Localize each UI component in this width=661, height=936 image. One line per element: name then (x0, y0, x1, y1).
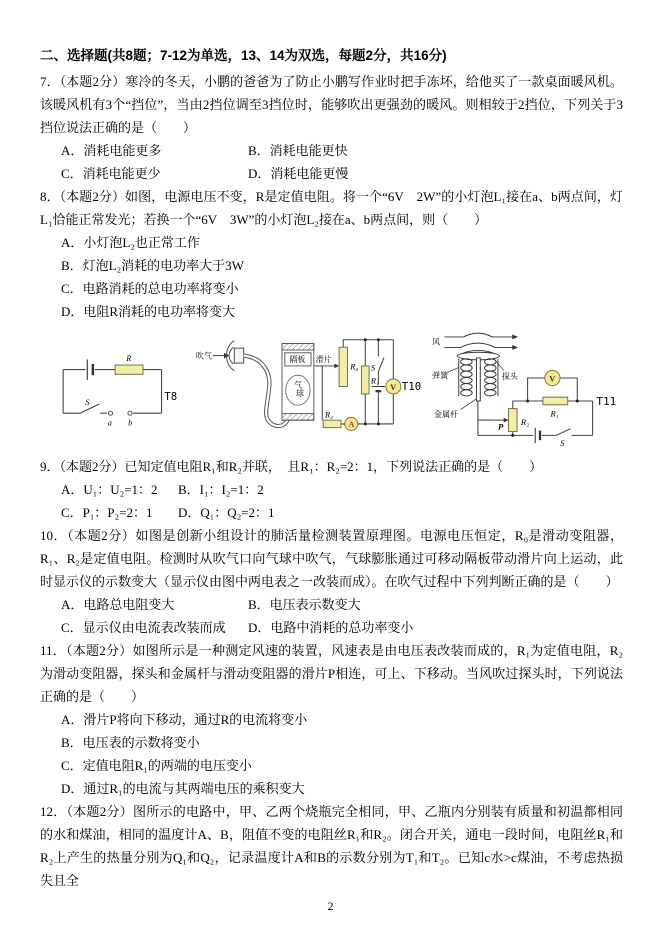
question-stem: 11．（本题2分）如图所示是一种测定风速的装置，风速表是由电压表改装而成的，R₁为定值电阻，R₂为滑动变阻器，探头和金属杆与滑动变阻器的滑片P相连，可上、下移动。当风吹过探头时，下列说法正确的是（ ） (40, 643, 623, 704)
question-12 (40, 800, 623, 892)
page-number: 2 (327, 899, 334, 913)
voltmeter-letter: V (548, 373, 556, 384)
label-p: P (497, 421, 504, 432)
question-11 (40, 639, 623, 800)
figure-row (52, 327, 623, 453)
option-d: D．Q₁：Q₂=2：1 (178, 505, 275, 520)
question-9 (40, 455, 623, 524)
figure-t11-circuit (432, 327, 623, 452)
label-s: S (559, 437, 565, 448)
option-d: D．消耗电能更慢 (248, 166, 349, 181)
figure-tag-t8: T8 (164, 390, 178, 404)
question-8 (40, 185, 623, 323)
terminal-a (108, 411, 112, 415)
question-10 (40, 524, 623, 639)
ammeter-letter: A (348, 419, 355, 430)
label-s: S (85, 397, 90, 407)
option-d: D．电阻R消耗的电功率将变大 (61, 304, 236, 319)
balloon-text-1: 气 (293, 380, 302, 390)
question-stem: 9．（本题2分）已知定值电阻R₁和R₂并联， 且R₁：R₂=2：1，下列说法正确的是（ ） (40, 459, 543, 474)
figure-t10-circuit (195, 329, 424, 444)
pointer-lines (447, 358, 503, 410)
label-r1: R₁ (550, 408, 559, 419)
label-spring: 弹簧 (431, 371, 449, 381)
switch-icon (556, 429, 570, 436)
option-a: A．滑片P将向下移动，通过R的电流将变小 (61, 712, 308, 727)
option-a: A．消耗电能更多 (61, 143, 162, 158)
option-c: C．定值电阻R₁的两端的电压变小 (61, 758, 252, 773)
question-options (40, 593, 623, 639)
resistor-r2 (323, 420, 341, 427)
label-partition: 隔板 (289, 355, 305, 365)
question-7 (40, 70, 623, 185)
label-blow: 吹气 (195, 351, 212, 361)
balloon-text-2: 球 (295, 388, 304, 398)
option-c: C．显示仪由电流表改装而成 (61, 620, 226, 635)
t11-wires (478, 378, 593, 435)
option-b: B．I₁：I₂=1：2 (178, 482, 264, 497)
option-a: A．电路总电阻变大 (61, 597, 175, 612)
option-a: A．小灯泡L₂也正常工作 (61, 235, 200, 250)
label-r2: R₂ (324, 409, 333, 420)
switch-icon (80, 404, 99, 413)
air-tube (243, 356, 287, 426)
question-options (40, 231, 623, 323)
voltmeter-letter: V (389, 381, 396, 392)
rheostat-r2 (508, 409, 517, 432)
label-r: R (126, 354, 132, 364)
label-r0: R₀ (349, 361, 358, 372)
option-b: B．电压表的示数将变小 (61, 735, 200, 750)
label-wind: 风 (431, 337, 440, 347)
label-probe: 探头 (501, 371, 518, 381)
resistor-r1 (361, 366, 368, 394)
option-c: C．电路消耗的总电功率将变小 (61, 281, 239, 296)
option-c: C．消耗电能更少 (61, 166, 161, 181)
t8-wires (63, 370, 161, 414)
figure-t8-circuit (52, 345, 187, 436)
balloon-container (282, 343, 314, 420)
question-stem: 7．（本题2分）寒冷的冬天，小鹏的爸爸为了防止小鹏写作业时把手冻坏，给他买了一款桌面暖风机。该暖风机有3个“挡位”，当由2挡位调至3挡位时，能够吹出更强劲的暖风。则相较于2挡位，下列关于3挡位说法正确的是（ ） (40, 74, 623, 135)
slider-arrow (313, 364, 338, 369)
label-b: b (128, 418, 133, 428)
question-stem: 8．（本题2分）如图，电源电压不变，R是定值电阻。将一个“6V 2W”的小灯泡L₁接在a、b两点间，灯L₁恰能正常发光；若换一个“6V 3W”的小灯泡L₂接在a、b两点间，则（ ） (40, 189, 623, 227)
metal-rod (476, 358, 480, 401)
question-options (40, 139, 623, 185)
resistor-r (115, 365, 143, 374)
battery-icon (535, 428, 540, 443)
figure-tag-t11: T11 (596, 394, 617, 408)
option-d: D．电路中消耗的总功率变小 (248, 620, 414, 635)
option-b: B．电压表示数变大 (248, 597, 361, 612)
battery-icon (87, 359, 93, 379)
resistor-r1 (543, 397, 568, 405)
section-heading: 二、选择题(共8题；7-12为单选，13、14为双选，每题2分，共16分) (40, 48, 447, 63)
option-b: B．消耗电能更快 (248, 143, 348, 158)
option-d: D．通过R₁的电流与其两端电压的乘积变大 (61, 781, 305, 796)
mouthpiece-horn (226, 341, 243, 371)
label-slider: 滑片 (315, 355, 332, 365)
question-stem: 12．（本题2分）图所示的电路中，甲、乙两个烧瓶完全相同，甲、乙瓶内分别装有质量和初温都相同的水和煤油，相同的温度计A、B，阻值不变的电阻丝R₁和R₂。闭合开关，通电一段时间，电阻丝R₁和R₂上产生的热量分别为Q₁和Q₂，记录温度计A和B的示数分别为T₁和T₂。已知c水>c煤油，不考虑热损失且全 (40, 804, 623, 888)
rheostat-r0 (339, 347, 347, 386)
figure-tag-t10: T10 (401, 380, 421, 394)
wind-streamlines (444, 333, 518, 350)
option-a: A．U₁：U₂=1：2 (61, 482, 158, 497)
question-options (40, 478, 623, 524)
label-a: a (107, 418, 112, 428)
label-r1: R₁ (370, 375, 379, 386)
battery-icon (371, 387, 384, 392)
label-rod: 金属杆 (433, 410, 459, 420)
label-s: S (370, 362, 375, 373)
option-c: C．P₁：P₂=2：1 (61, 505, 153, 520)
terminal-b (128, 411, 132, 415)
option-b: B．灯泡L₂消耗的电功率大于3W (61, 258, 244, 273)
label-r2: R₂ (520, 416, 529, 427)
question-stem: 10．（本题2分）如图是创新小组设计的肺活量检测装置原理图。电源电压恒定，R₀是滑动变阻器，R₁、R₂是定值电阻。检测时从吹气口向气球中吹气，气球膨胀通过可移动隔板带动滑片向上运动，此时显示仪的示数变大（显示仪由图中两电表之一改装而成）。在吹气过程中下列判断正确的是（ ） (40, 528, 623, 589)
switch-icon (378, 357, 384, 371)
question-options (40, 708, 623, 800)
